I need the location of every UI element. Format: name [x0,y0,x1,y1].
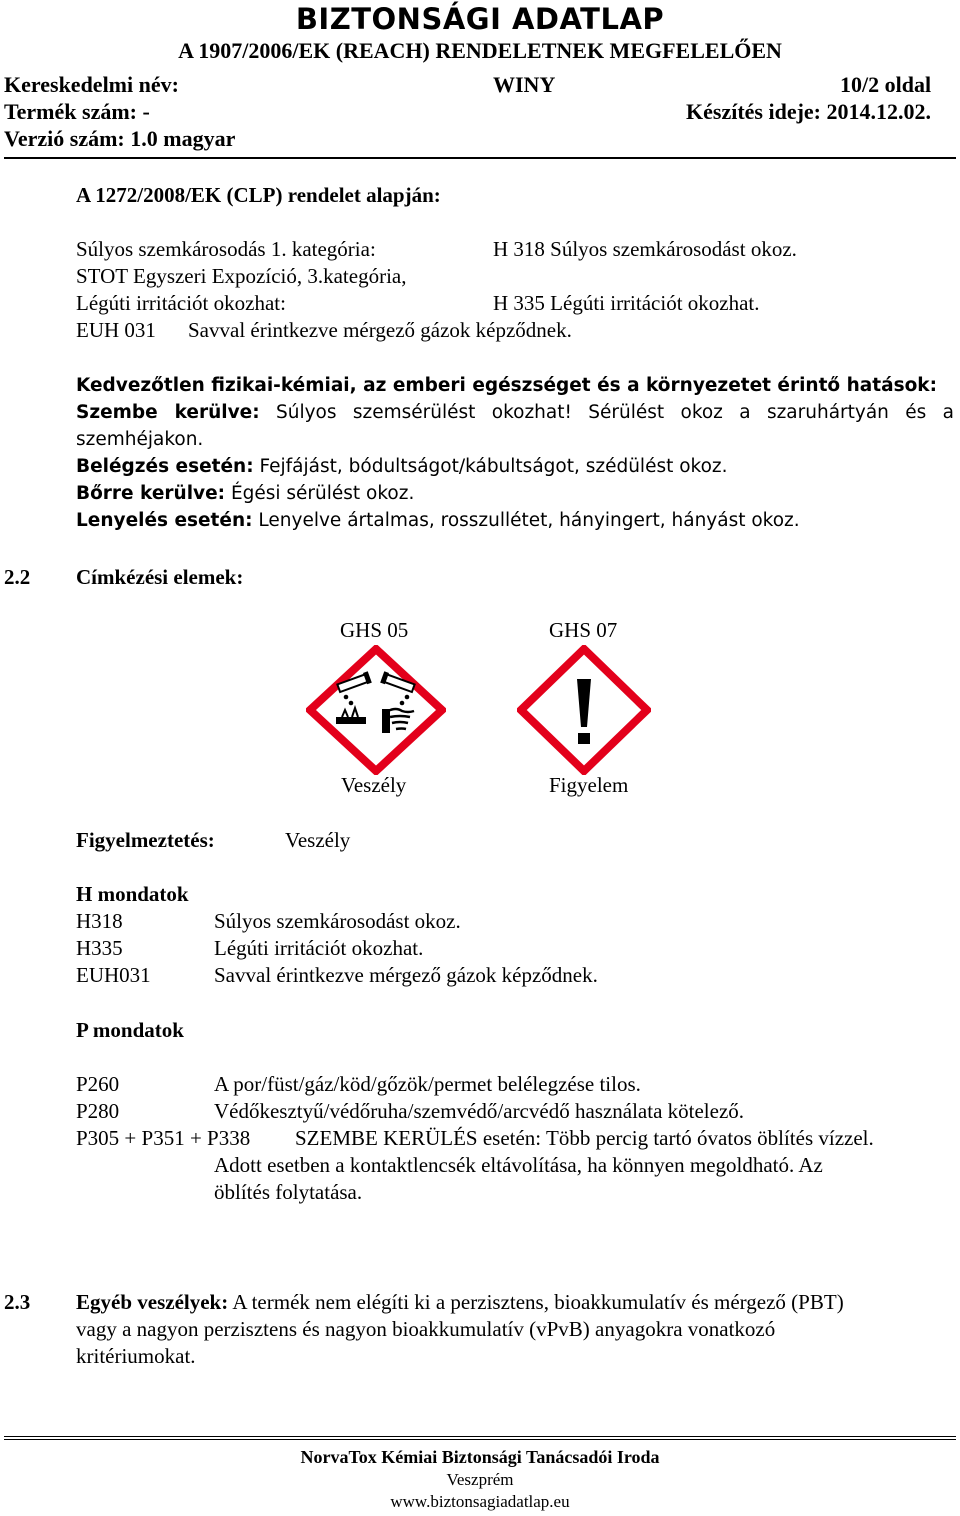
exclamation-icon [517,645,651,775]
h-statement-code: EUH031 [76,963,151,987]
eye-effect-text-cont: szemhéjakon. [76,429,204,450]
signal-word-value: Veszély [285,828,351,852]
other-hazards-line3: kritériumokat. [76,1344,196,1368]
label-elements-heading: Címkézési elemek: [76,565,244,589]
creation-date: Készítés ideje: 2014.12.02. [686,99,931,124]
ghs05-code: GHS 05 [340,618,409,642]
header-divider [4,157,956,159]
p-statements-heading: P mondatok [76,1018,184,1042]
skin-label: Bőrre kerülve: [76,483,226,504]
h-statement-code: H335 [76,936,123,960]
p-statement-combo-text-cont: öblítés folytatása. [214,1180,363,1204]
clp-heading: A 1272/2008/EK (CLP) rendelet alapján: [76,183,441,207]
ghs07-code: GHS 07 [549,618,618,642]
document-subtitle: A 1907/2006/EK (REACH) RENDELETNEK MEGFELELŐEN [178,38,782,63]
h-statements-heading: H mondatok [76,882,189,906]
eye-effect-line [76,402,954,423]
clp-row1-label: Súlyos szemkárosodás 1. kategória: [76,237,376,261]
ingestion-label: Lenyelés esetén: [76,510,253,531]
clp-row2-label: STOT Egyszeri Expozíció, 3.kategória, [76,264,407,288]
inhalation-text: Fejfájást, bódultságot/kábultságot, szédülést okoz. [259,456,728,477]
p-statement-text: A por/füst/gáz/köd/gőzök/permet belélegzése tilos. [214,1072,641,1096]
eye-effect-label: Szembe kerülve: [76,402,260,423]
footer-organization: NorvaTox Kémiai Biztonsági Tanácsadói Iroda [300,1447,660,1467]
clp-row3-label: Légúti irritációt okozhat: [76,291,286,315]
document-title: BIZTONSÁGI ADATLAP [295,2,665,36]
product-number: Termék szám: - [4,99,150,124]
other-hazards-line2: vagy a nagyon perzisztens és nagyon bioakkumulatív (vPvB) anyagokra vonatkozó [76,1317,776,1341]
version-number: Verzió szám: 1.0 magyar [4,126,236,151]
ghs07-signal-word: Figyelem [549,773,629,797]
h-statement-text: Légúti irritációt okozhat. [214,936,424,960]
ingestion-effect-line [76,510,800,531]
other-hazards-label: Egyéb veszélyek: [76,1290,229,1314]
section-number-2-2: 2.2 [4,565,31,589]
page-number: 10/2 oldal [840,72,932,97]
clp-row1-value: H 318 Súlyos szemkárosodást okoz. [493,237,797,261]
skin-effect-line [76,483,414,504]
clp-row4-text: Savval érintkezve mérgező gázok képződnek. [188,318,572,342]
p-statement-text: Védőkesztyű/védőruha/szemvédő/arcvédő használata kötelező. [214,1099,745,1123]
other-hazards-text: A termék nem elégíti ki a perzisztens, bioakkumulatív és mérgező (PBT) [232,1290,844,1314]
clp-row4-code: EUH 031 [76,318,156,342]
h-statement-text: Savval érintkezve mérgező gázok képződnek. [214,963,598,987]
ingestion-text: Lenyelve ártalmas, rosszullétet, hányingert, hányást okoz. [258,510,800,531]
inhalation-effect-line [76,456,728,477]
footer-website: www.biztonsagiadatlap.eu [390,1492,570,1511]
h-statement-code: H318 [76,909,123,933]
other-hazards-line1 [76,1290,844,1315]
skin-text: Égési sérülést okoz. [230,483,415,504]
eye-effect-text: Súlyos szemsérülést okozhat! Sérülést okoz a szaruhártyán és a [276,402,954,423]
h-statement-text: Súlyos szemkárosodást okoz. [214,909,461,933]
effects-heading: Kedvezőtlen fizikai-kémiai, az emberi egészséget és a környezetet érintő hatások: [76,375,937,396]
section-number-2-3: 2.3 [4,1290,31,1314]
footer-city: Veszprém [446,1470,514,1489]
corrosion-icon [306,645,446,775]
trade-name-label: Kereskedelmi név: [4,72,179,97]
trade-name-value: WINY [493,72,556,97]
ghs05-signal-word: Veszély [341,773,407,797]
p-statement-combo-text-cont: Adott esetben a kontaktlencsék eltávolítása, ha könnyen megoldható. Az [214,1153,823,1177]
p-statement-code: P260 [76,1072,120,1096]
signal-word-label: Figyelmeztetés: [76,828,215,852]
footer-divider [4,1439,956,1440]
p-statement-code: P280 [76,1099,120,1123]
inhalation-label: Belégzés esetén: [76,456,254,477]
footer-divider [4,1436,956,1437]
p-statement-combo-text: SZEMBE KERÜLÉS esetén: Több percig tartó óvatos öblítés vízzel. [295,1126,874,1150]
clp-row3-value: H 335 Légúti irritációt okozhat. [493,291,760,315]
p-statement-combo-code: P305 + P351 + P338 [76,1126,251,1150]
